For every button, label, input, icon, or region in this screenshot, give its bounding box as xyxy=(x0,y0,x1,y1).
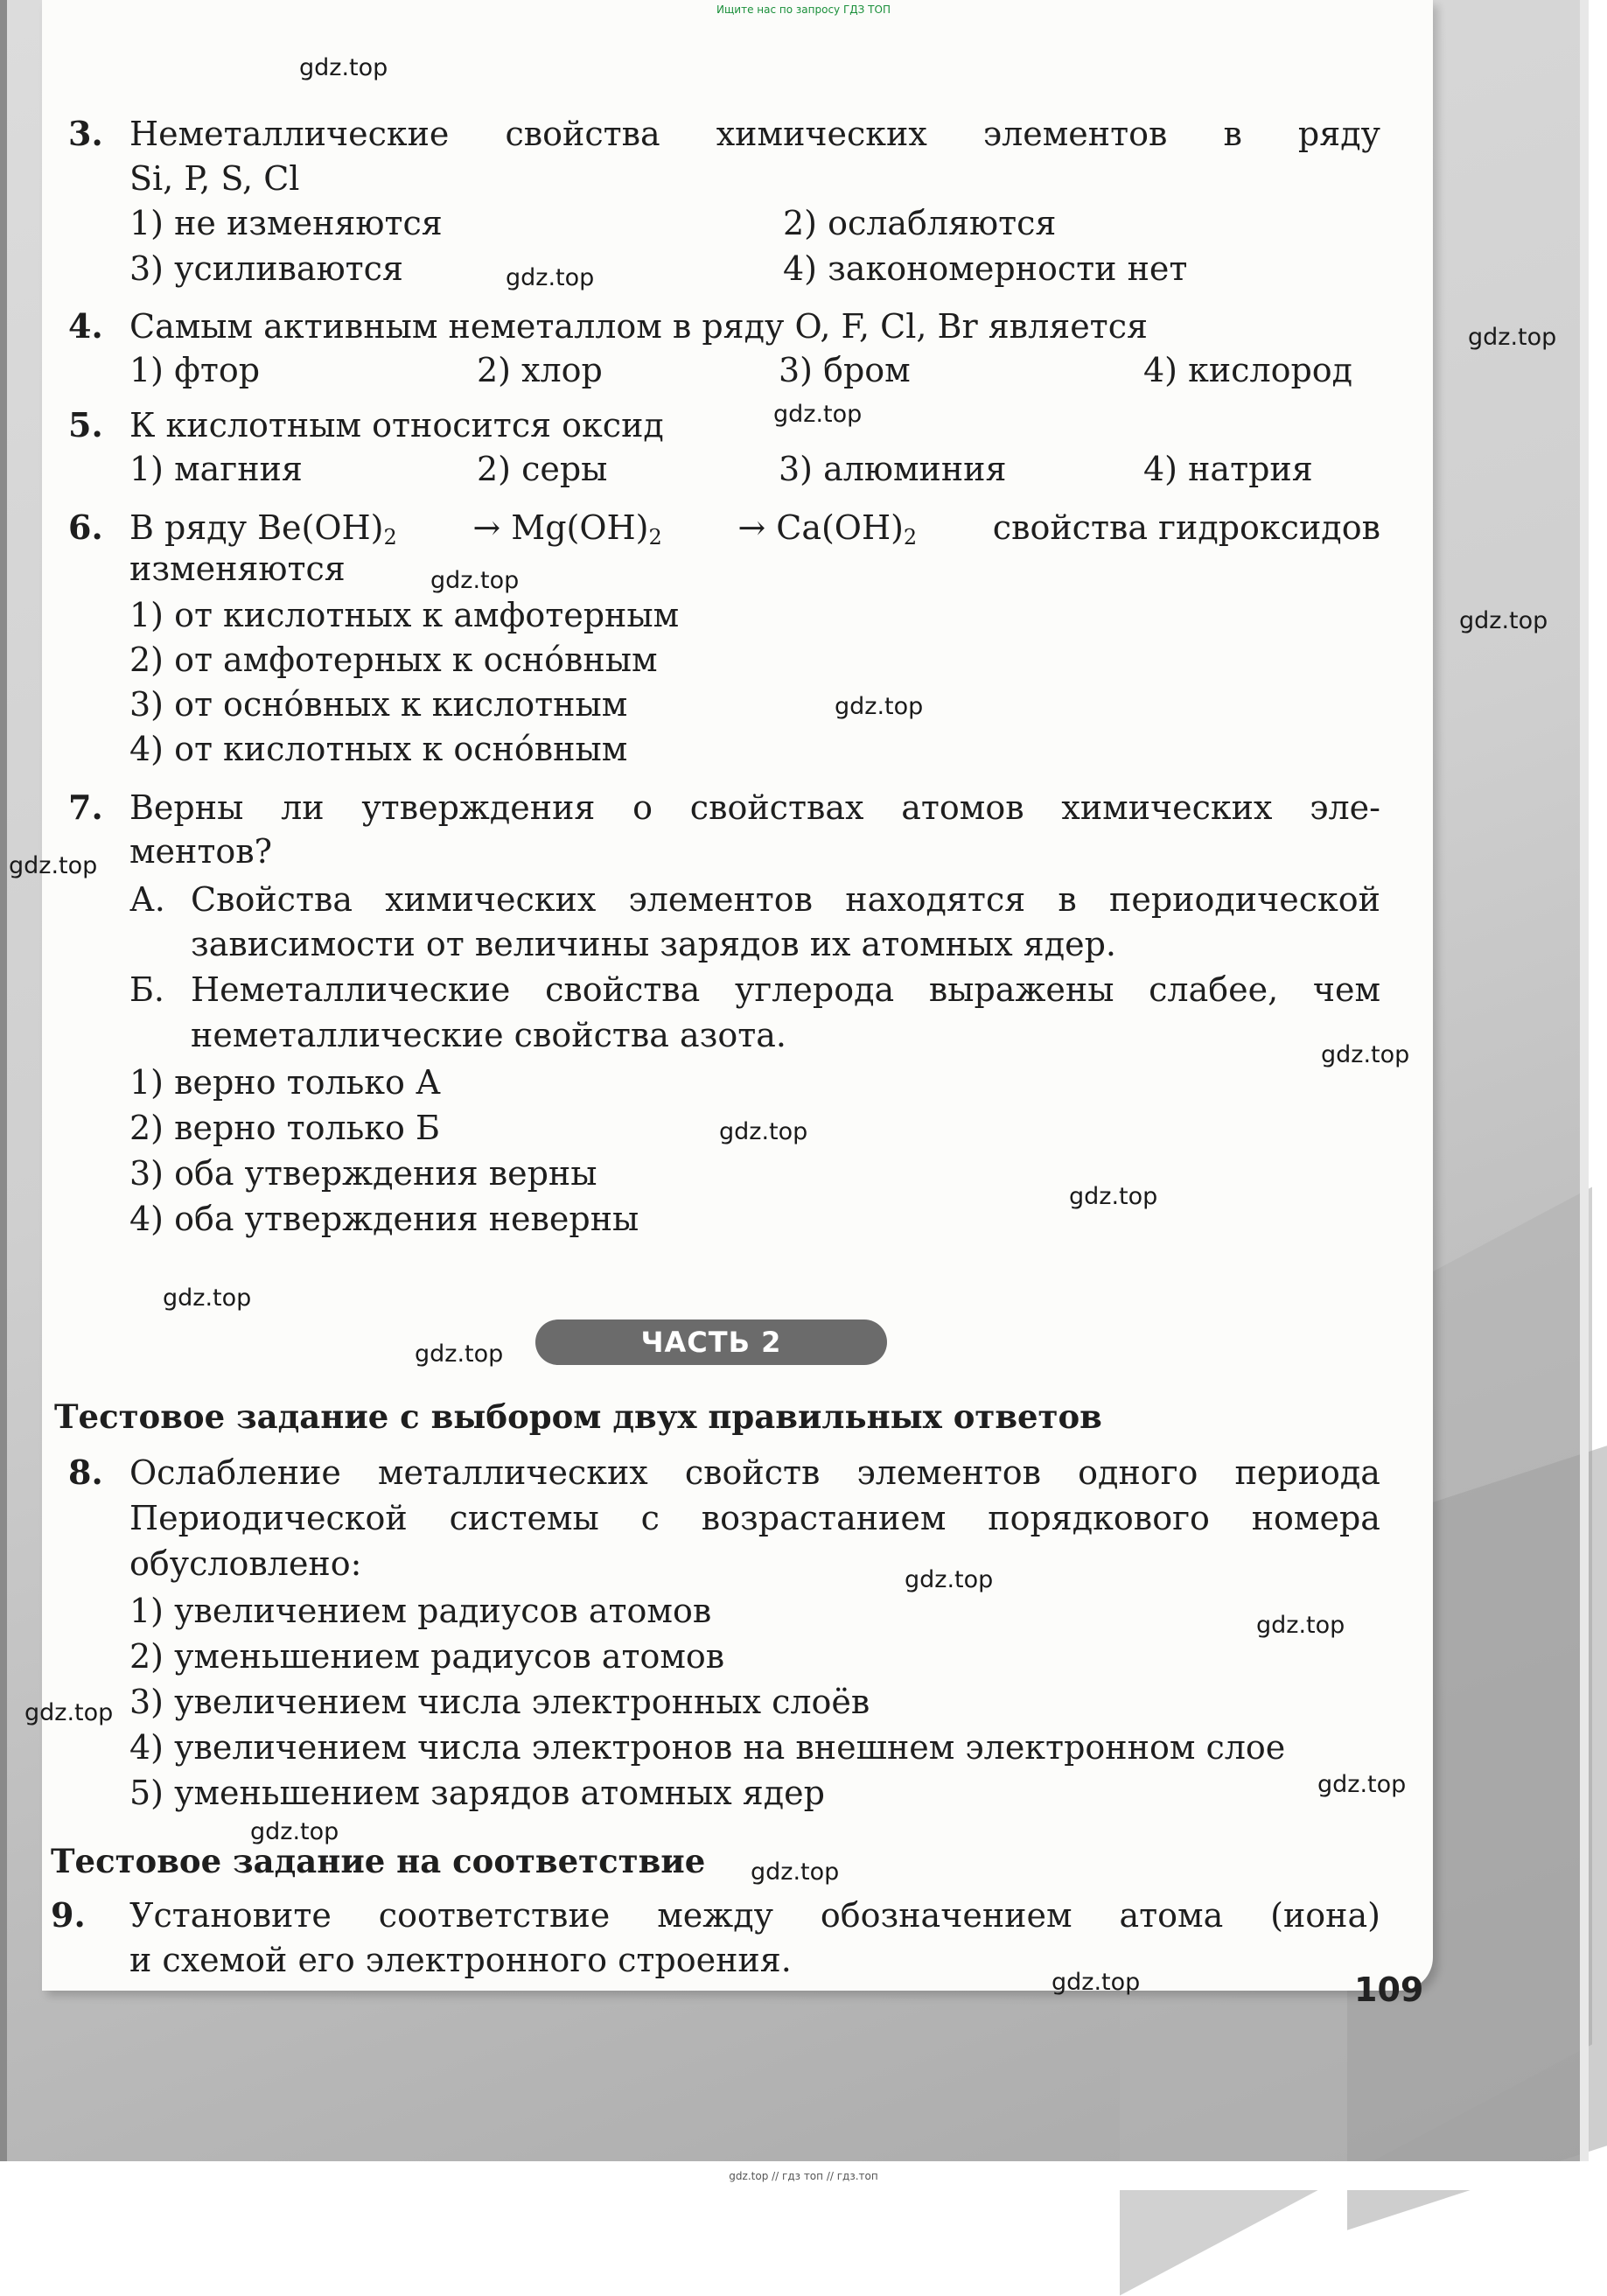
watermark[interactable]: gdz.top xyxy=(905,1566,994,1593)
watermark[interactable]: gdz.top xyxy=(299,54,388,81)
binding-edge xyxy=(0,0,7,2161)
question-6-line-1: В ряду $Be(OH)_2$ → $Mg(OH)_2$ → $Ca(OH)_2$ свойства гидроксидов xyxy=(129,508,1380,550)
watermark[interactable]: gdz.top xyxy=(1069,1183,1158,1210)
question-number: 4. xyxy=(68,306,103,346)
watermark[interactable]: gdz.top xyxy=(1459,607,1548,634)
answer-option: 4) натрия xyxy=(1143,450,1313,488)
statement-b-line-2: неметаллические свойства азота. xyxy=(191,1016,787,1054)
answer-option: 1) фтор xyxy=(129,351,261,389)
question-4-text: Самым активным неметаллом в ряду O, F, Cl, Br является xyxy=(129,307,1148,346)
answer-option: 2) ослабляются xyxy=(783,204,1057,242)
watermark[interactable]: gdz.top xyxy=(1321,1041,1410,1068)
answer-option: 2) верно только Б xyxy=(129,1109,440,1147)
watermark[interactable]: gdz.top xyxy=(835,693,924,720)
answer-option: 3) увеличением числа электронных слоёв xyxy=(129,1683,870,1721)
watermark[interactable]: gdz.top xyxy=(163,1284,252,1312)
section-heading: Тестовое задание с выбором двух правильных ответов xyxy=(54,1397,1102,1436)
question-3-line-2: Si, P, S, Cl xyxy=(129,159,300,198)
question-number: 9. xyxy=(51,1895,86,1935)
answer-option: 3) оба утверждения верны xyxy=(129,1154,597,1193)
question-3-line-1: Неметаллические свойства химических элементов в ряду xyxy=(129,115,1380,153)
answer-option: 4) оба утверждения неверны xyxy=(129,1200,639,1238)
watermark[interactable]: gdz.top xyxy=(1052,1969,1141,1996)
answer-option: 1) не изменяются xyxy=(129,204,443,242)
watermark[interactable]: gdz.top xyxy=(430,567,520,594)
answer-option: 1) магния xyxy=(129,450,303,488)
watermark[interactable]: gdz.top xyxy=(719,1118,808,1145)
statement-label: А. xyxy=(129,880,165,919)
question-9-line-1: Установите соответствие между обозначением атома (иона) xyxy=(129,1896,1380,1935)
watermark[interactable]: gdz.top xyxy=(751,1858,840,1886)
watermark[interactable]: gdz.top xyxy=(1256,1612,1345,1639)
statement-label: Б. xyxy=(129,970,165,1009)
top-banner[interactable]: Ищите нас по запросу ГДЗ ТОП xyxy=(716,4,891,16)
statement-a-line-2: зависимости от величины зарядов их атомных ядер. xyxy=(191,925,1117,963)
answer-option: 4) кислород xyxy=(1143,351,1353,389)
answer-option: 2) уменьшением радиусов атомов xyxy=(129,1637,725,1676)
answer-option: 3) усиливаются xyxy=(129,249,403,288)
part-2-badge: ЧАСТЬ 2 xyxy=(535,1320,887,1365)
page-number: 109 xyxy=(1354,1970,1424,2009)
answer-option: 2) серы xyxy=(477,450,608,488)
answer-option: 3) от осно́вных к кислотным xyxy=(129,685,628,724)
answer-option: 1) верно только А xyxy=(129,1063,441,1102)
question-7-line-1: Верны ли утверждения о свойствах атомов химических эле- xyxy=(129,788,1380,827)
question-number: 8. xyxy=(68,1452,103,1492)
question-7-line-2: ментов? xyxy=(129,832,273,871)
watermark[interactable]: gdz.top xyxy=(9,852,98,879)
watermark[interactable]: gdz.top xyxy=(773,401,863,428)
answer-option: 5) уменьшением зарядов атомных ядер xyxy=(129,1774,825,1812)
question-9-line-2: и схемой его электронного строения. xyxy=(129,1941,792,1979)
answer-option: 2) от амфотерных к осно́вным xyxy=(129,640,658,679)
answer-option: 4) увеличением числа электронов на внешнем электронном слое xyxy=(129,1728,1286,1767)
answer-option: 2) хлор xyxy=(477,351,603,389)
question-8-line-2: Периодической системы с возрастанием порядкового номера xyxy=(129,1499,1380,1537)
footer-links[interactable]: gdz.top // гдз топ // гдз.топ xyxy=(729,2170,878,2182)
answer-option: 3) алюминия xyxy=(779,450,1007,488)
question-number: 3. xyxy=(68,114,103,153)
answer-option: 1) увеличением радиусов атомов xyxy=(129,1592,712,1630)
answer-option: 4) закономерности нет xyxy=(783,249,1188,288)
question-number: 6. xyxy=(68,508,103,547)
question-6-line-2: изменяются xyxy=(129,550,346,588)
watermark[interactable]: gdz.top xyxy=(250,1818,339,1845)
answer-option: 1) от кислотных к амфотерным xyxy=(129,596,680,634)
question-number: 5. xyxy=(68,405,103,444)
statement-a-line-1: Свойства химических элементов находятся в периодической xyxy=(191,880,1380,919)
watermark[interactable]: gdz.top xyxy=(1468,324,1557,351)
question-8-line-3: обусловлено: xyxy=(129,1544,362,1583)
watermark[interactable]: gdz.top xyxy=(1317,1771,1407,1798)
section-heading: Тестовое задание на соответствие xyxy=(51,1842,706,1880)
watermark[interactable]: gdz.top xyxy=(506,264,595,291)
watermark[interactable]: gdz.top xyxy=(24,1699,114,1726)
page-edge xyxy=(1580,0,1589,2161)
statement-b-line-1: Неметаллические свойства углерода выражены слабее, чем xyxy=(191,970,1380,1009)
question-number: 7. xyxy=(68,788,103,827)
question-8-line-1: Ослабление металлических свойств элементов одного периода xyxy=(129,1453,1380,1492)
watermark[interactable]: gdz.top xyxy=(415,1340,504,1368)
answer-option: 3) бром xyxy=(779,351,911,389)
answer-option: 4) от кислотных к осно́вным xyxy=(129,730,628,768)
question-5-text: К кислотным относится оксид xyxy=(129,406,664,444)
